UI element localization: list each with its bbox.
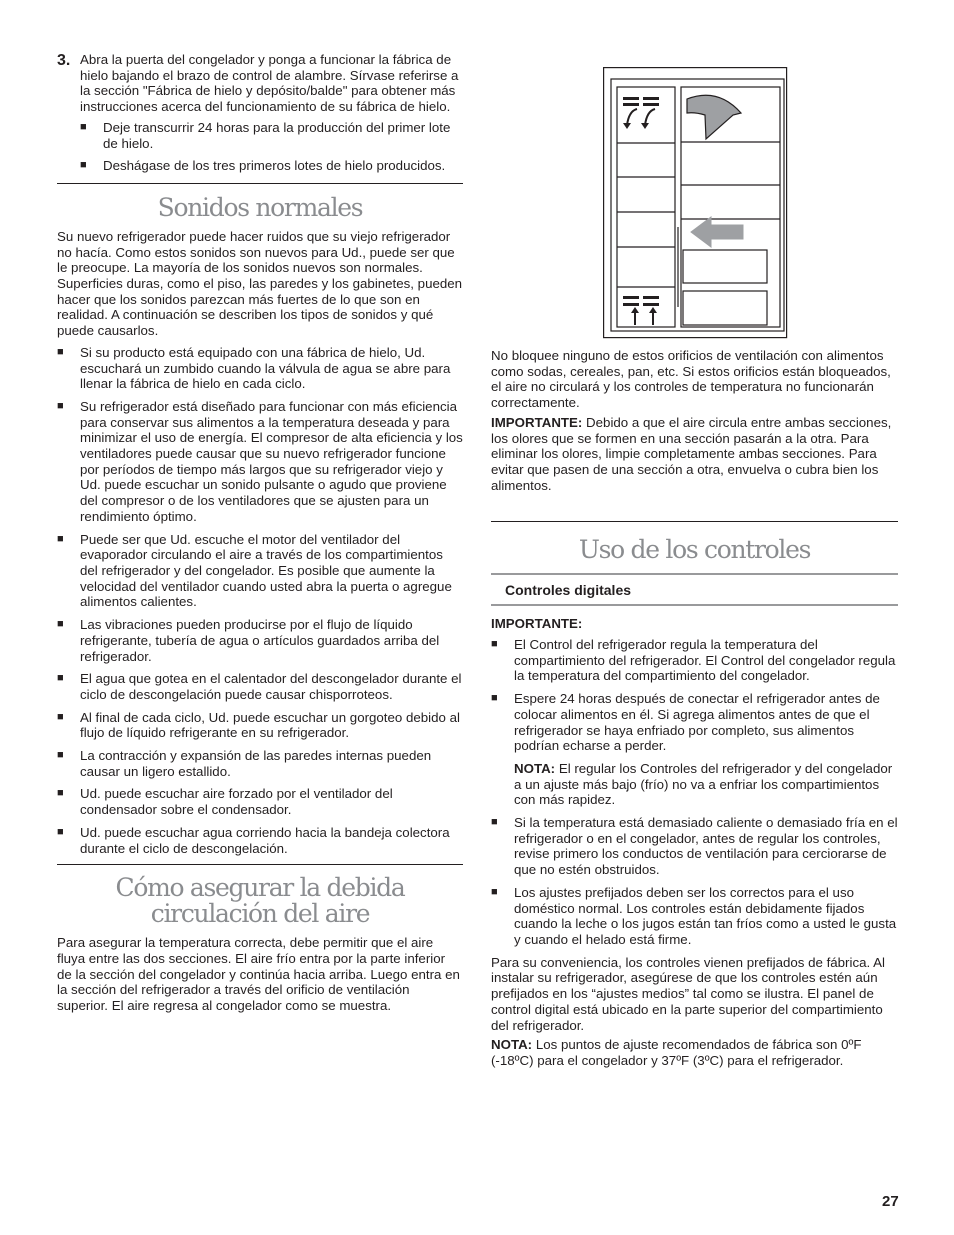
list-item: ■ Si la temperatura está demasiado caliente o demasiado fría en el refrigerador o en el congelador, antes de regular los controles, revise primero los conductos de ventilación para cerciorarse de que no estén obstruidos. [491, 815, 898, 878]
divider [57, 864, 463, 865]
list-item: ■ Deshágase de los tres primeros lotes de hielo producidos. [80, 158, 446, 174]
page-number: 27 [882, 1193, 899, 1210]
sounds-heading: Sonidos normales [157, 192, 363, 222]
controls-note-2: NOTA: Los puntos de ajuste recomendados de fábrica son 0ºF (-18ºC) para el congelador y 37ºF (3ºC) para el refrigerador. [491, 1037, 862, 1068]
list-item: ■ Espere 24 horas después de conectar el refrigerador antes de colocar alimentos en él. Si agrega alimentos antes de que el refrigerador se haya enfriado por completo, sus alimentos podrían echarse a perder. [491, 691, 880, 754]
controls-note-1: NOTA: El regular los Controles del refrigerador y del congelador a un ajuste más bajo (frío) no va a enfriar los compartimientos con más rapidez. [514, 760, 893, 808]
divider [57, 183, 463, 184]
step-3 [57, 52, 463, 115]
controls-important-label: IMPORTANTE: [491, 616, 583, 632]
list-item: ■ La contracción y expansión de las paredes internas pueden causar un ligero estallido. [57, 748, 432, 779]
sounds-list [57, 345, 463, 856]
controls-list [491, 637, 898, 754]
divider [491, 521, 898, 522]
list-item: ■ Ud. puede escuchar aire forzado por el ventilador del condensador sobre el condensador. [57, 786, 393, 818]
air-heading: Cómo asegurar la debida circulación del aire [115, 873, 405, 929]
controls-list-2 [491, 815, 898, 948]
list-item: ■ Si su producto está equipado con una fábrica de hielo, Ud. escuchará un zumbido cuando la válvula de agua se abre para llenar la fábrica de hielo en cada ciclo. [57, 344, 451, 392]
list-item: ■ El Control del refrigerador regula la temperatura del compartimiento del refrigerador. El Control del congelador regula la temperatura del compartimiento del congelador. [491, 637, 896, 684]
list-item: ■ Ud. puede escuchar agua corriendo hacia la bandeja colectora durante el ciclo de descongelación. [57, 824, 450, 856]
controls-subheading: Controles digitales [491, 573, 898, 606]
step-3-bullets [57, 120, 463, 174]
list-item: ■ Puede ser que Ud. escuche el motor del ventilador del evaporador circulando el aire a través de los compartimientos del refrigerador y del congelador. Es posible que aumente la velocidad del ventilador cuando usted abra la puerta o agregue alimentos calientes. [57, 531, 452, 610]
list-item: ■ Las vibraciones pueden producirse por el flujo de líquido refrigerante, tubería de agua o artículos guardados arriba del refrigerador. [57, 617, 440, 664]
list-item: ■ Su refrigerador está diseñado para funcionar con más eficiencia para conservar sus alimentos a la temperatura deseada y para minimizar el uso de energía. El compresor de alta eficiencia y los ventiladores puede causar que su nuevo refrigerador funcione por períodos de tiempo más largos que su refrigerador viejo y Ud. puede escuchar un sonido pulsante o agudo que proviene del compresor o de los ventiladores que se ajusten para un rendimiento óptimo. [57, 398, 463, 524]
sounds-intro: Su nuevo refrigerador puede hacer ruidos que su viejo refrigerador no hacía. Como estos sonidos son nuevos para Ud., puede ser que le preocupe. La mayoría de los sonidos nuevos son normales. Superficies duras, como el piso, las paredes y los gabinetes, pueden hacer que los sonidos parezcan más fuertes de lo que son en realidad. A continuación se describen los tipos de sonidos y qué puede causarlos. [57, 228, 463, 339]
list-item: ■ El agua que gotea en el calentador del descongelador durante el ciclo de descongelación puede causar chisporroteos. [57, 671, 462, 702]
controls-paragraph: Para su conveniencia, los controles vienen prefijados de fábrica. Al instalar su refrigerador, asegúrese de que los controles estén aún prefijados en los “ajustes medios” tal como se ilustra. El panel de control digital está ubicado en la parte superior del compartimiento del refrigerador. [491, 954, 885, 1033]
right-column [491, 0, 898, 1073]
air-paragraph-2: No bloquee ninguno de estos orificios de ventilación con alimentos como sodas, cereales, pan, etc. Si estos orificios están bloqueados, el aire no circulará y los controles de temperatura no funcionarán correctamente. [491, 348, 891, 411]
controls-heading: Uso de los controles [578, 535, 811, 565]
step-number: 3. [57, 52, 71, 69]
step-3-text: Abra la puerta del congelador y ponga a funcionar la fábrica de hielo bajando el brazo de control de alambre. Sírvase referirse a la sección "Fábrica de hielo y depósito/balde" para obtener más instrucciones acerca del funcionamiento de su fábrica de hielo. [80, 52, 459, 115]
list-item: ■ Los ajustes prefijados deben ser los correctos para el uso doméstico normal. Los controles están debidamente fijados cuando la leche o los jugos están tan fríos como a usted le gusta y cuando el helado está firme. [491, 884, 897, 947]
air-important: IMPORTANTE: Debido a que el aire circula entre ambas secciones, los olores que se formen en una sección pasarán a la otra. Para eliminar los olores, limpie completamente ambas secciones. Para evitar que pasen de una sección a otra, envuelva o cubra bien los alimentos. [491, 414, 892, 493]
list-item: ■ Al final de cada ciclo, Ud. puede escuchar un gorgoteo debido al flujo de líquido refrigerante en su refrigerador. [57, 709, 460, 741]
left-column [57, 0, 463, 1018]
list-item: ■ Deje transcurrir 24 horas para la producción del primer lote de hielo. [80, 119, 451, 151]
air-intro: Para asegurar la temperatura correcta, debe permitir que el aire fluya entre las dos secciones. El aire frío entra por la parte inferior de la sección del congelador y continúa hacia arriba. Luego entra en la sección del refrigerador a través del orificio de ventilación superior. El aire regresa al congelador como se muestra. [57, 935, 460, 1014]
